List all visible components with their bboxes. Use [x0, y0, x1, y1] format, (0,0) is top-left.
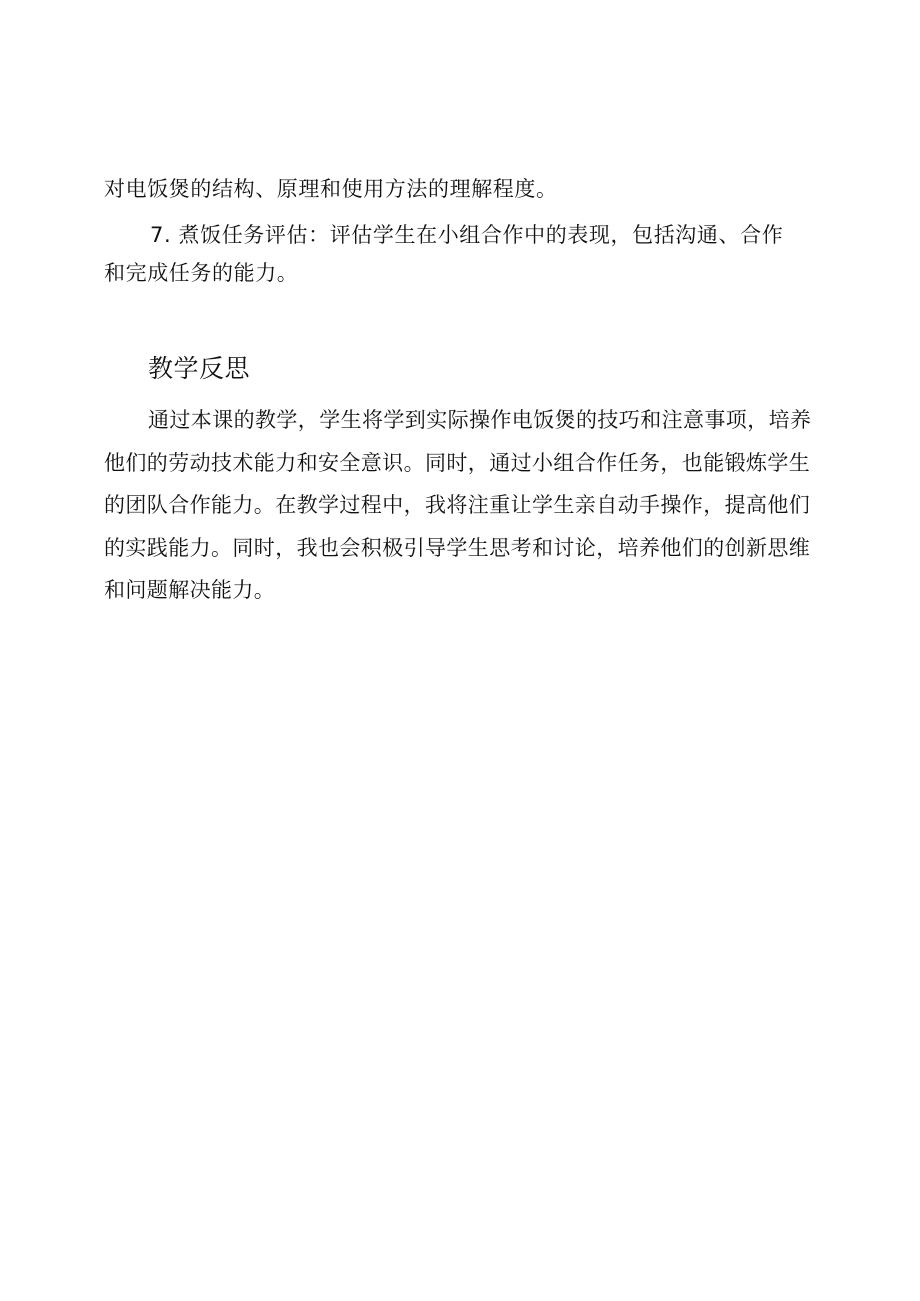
section-heading-teaching-reflection: 教学反思: [148, 354, 251, 383]
evaluation-item-7: 7. 煮饭任务评估：评估学生在小组合作中的表现，包括沟通、合作和完成任务的能力。: [104, 223, 784, 285]
reflection-paragraph: 通过本课的教学，学生将学到实际操作电饭煲的技巧和注意事项，培养他们的劳动技术能力和安全意识。同时，通过小组合作任务，也能锻炼学生的团队合作能力。在教学过程中，我将注重让学生亲自动手操作，提高他们的实践能力。同时，我也会积极引导学生思考和讨论，培养他们的创新思维和问题解决能力。: [104, 408, 812, 602]
continued-paragraph: 对电饭煲的结构、原理和使用方法的理解程度。: [104, 177, 558, 201]
